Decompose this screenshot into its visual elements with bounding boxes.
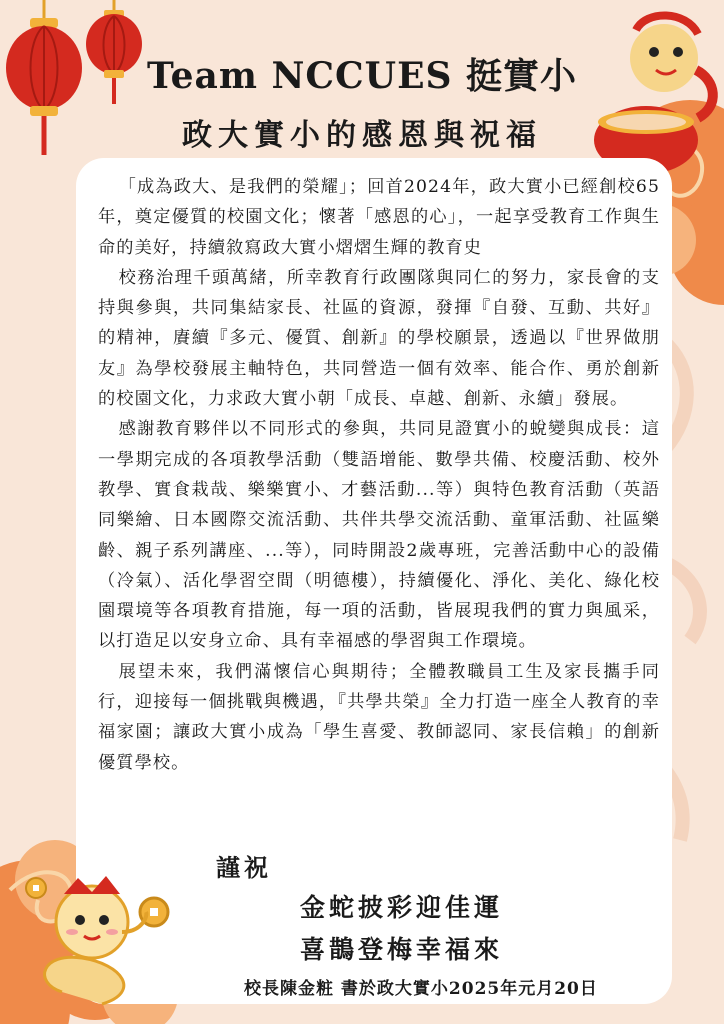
paragraph-3: 感謝教育夥伴以不同形式的參與，共同見證實小的蛻變與成長：這一學期完成的各項教學活動（雙語增能、數學共備、校慶活動、校外教學、實食栽哉、樂樂實小、才藝活動...等）與特色教育活動（英語同樂繪、日本國際交流活動、共伴共學交流活動、童軍活動、社區樂齡、親子系列講座、...等），同時開設2歲專班，完善活動中心的設備（冷氣）、活化學習空間（明德樓），持續優化、淨化、美化、綠化校園環境等各項教育措施，每一項的活動，皆展現我們的實力與風采，以打造足以安身立命、具有幸福感的學習與工作環境。	[98, 419, 660, 652]
paragraph-4: 展望未來，我們滿懷信心與期待；全體教職員工生及家長攜手同行，迎接每一個挑戰與機遇，『共學共榮』全力打造一座全人教育的幸福家園；讓政大實小成為「學生喜愛、教師認同、家長信賴」的創新優質學校。	[98, 661, 660, 773]
snake-mascot-icon	[22, 872, 182, 1012]
page-subtitle: 政大實小的感恩與祝福	[182, 118, 542, 153]
blessing-verse-1: 金蛇披彩迎佳運	[300, 893, 504, 922]
letter-body	[98, 172, 660, 778]
paragraph-2: 校務治理千頭萬緒，所幸教育行政團隊與同仁的努力，家長會的支持與參與，共同集結家長、社區的資源，發揮『自發、互動、共好』的精神，賡續『多元、優質、創新』的學校願景，透過以『世界做朋友』為學校發展主軸特色，共同營造一個有效率、能合作、勇於創新的校園文化，力求政大實小朝「成長、卓越、創新、永續」發展。	[98, 267, 660, 410]
paragraph-1: 「成為政大、是我們的榮耀」；回首2024年，政大實小已經創校65年，奠定優質的校園文化；懷著「感恩的心」，一起享受教育工作與生命的美好，持續敘寫政大實小熠熠生輝的教育史	[98, 177, 660, 258]
signature: 校長陳金粧 書於政大實小2025年元月20日	[244, 979, 598, 999]
blessing-verse-2: 喜鵲登梅幸福來	[300, 935, 504, 964]
greeting: 謹祝	[216, 853, 272, 882]
page-title: Team NCCUES 挺實小	[146, 55, 578, 97]
